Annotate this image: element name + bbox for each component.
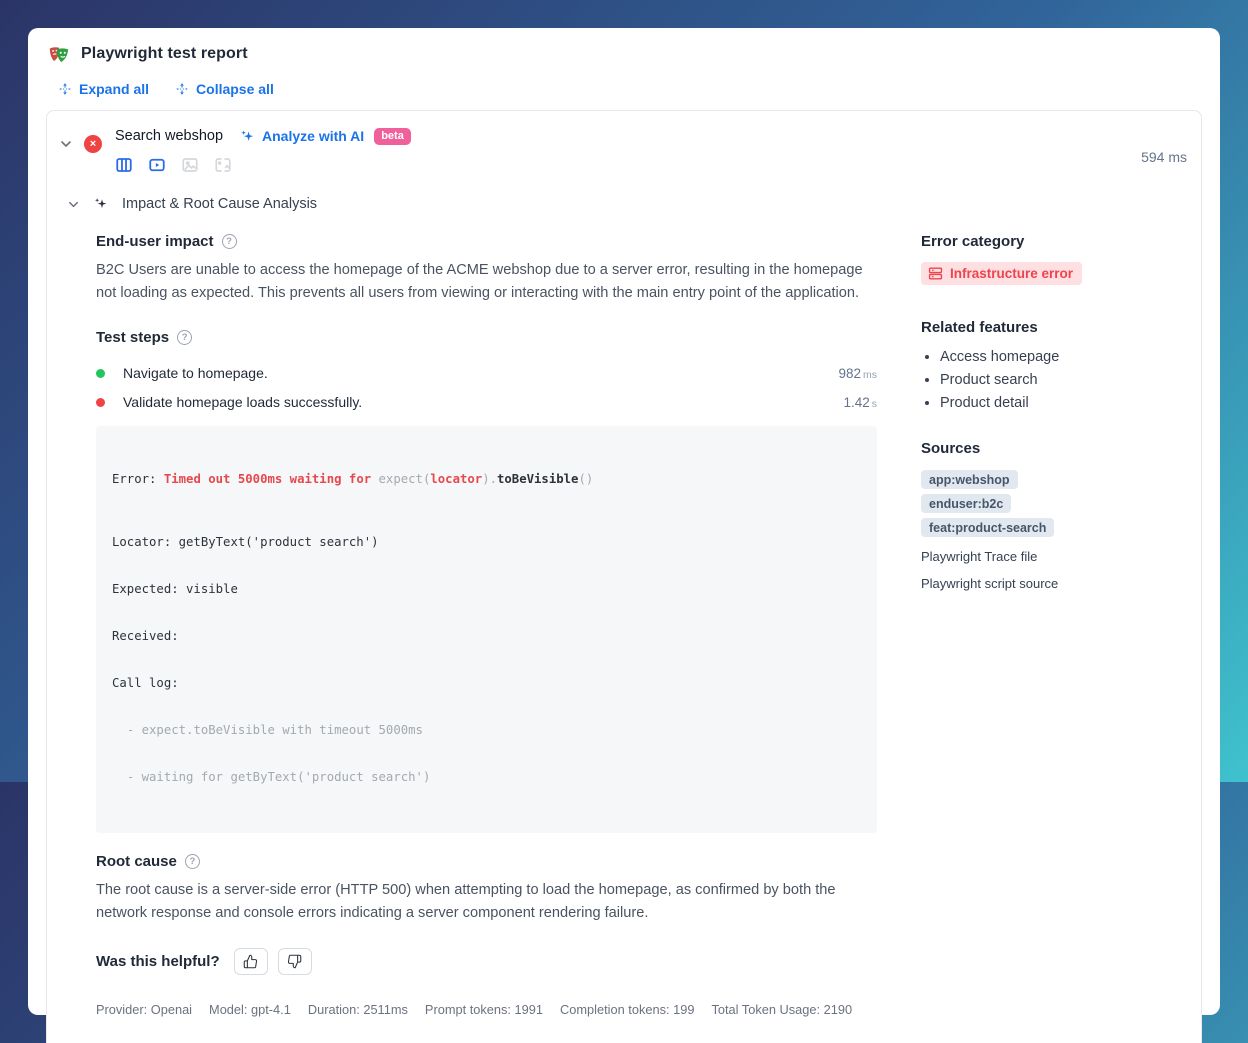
- meta-prompt-tokens: Prompt tokens: 1991: [424, 1002, 543, 1018]
- trace-file-link[interactable]: Playwright Trace file: [921, 549, 1038, 564]
- failed-x-glyph: ×: [89, 138, 97, 150]
- main-column: [96, 216, 877, 1043]
- meta-completion-tokens: Completion tokens: 199: [560, 1002, 695, 1018]
- toolbar: [28, 65, 1220, 110]
- error-log-line: - waiting for getByText('product search'): [112, 770, 431, 785]
- video-icon[interactable]: [148, 156, 166, 174]
- attachment-icons-row: [115, 154, 411, 176]
- playwright-logo-icon: [48, 43, 70, 65]
- help-glyph: ?: [181, 331, 188, 343]
- analysis-section-header[interactable]: [47, 180, 1201, 212]
- expand-all-label: Expand all: [79, 81, 150, 97]
- help-glyph: ?: [189, 855, 196, 867]
- source-tag: feat:product-search: [921, 518, 1054, 537]
- script-source-link[interactable]: Playwright script source: [921, 576, 1059, 591]
- root-cause-heading: Root cause: [96, 852, 177, 870]
- collapse-all-label: Collapse all: [196, 81, 274, 97]
- test-duration: 594 ms: [1141, 149, 1187, 165]
- step-duration-unit: s: [871, 397, 877, 410]
- error-log-line: Error: Timed out 5000ms waiting for expect(locator).toBeVisible(): [112, 472, 594, 487]
- sparkles-icon: [239, 128, 256, 145]
- meta-total-tokens: Total Token Usage: 2190: [711, 1002, 853, 1018]
- section-title: Impact & Root Cause Analysis: [122, 196, 318, 212]
- end-user-impact-heading: End-user impact: [96, 233, 214, 250]
- step-text: Navigate to homepage.: [123, 365, 268, 382]
- report-card: [28, 28, 1220, 1018]
- test-header: [47, 111, 1201, 180]
- analyze-with-ai-button[interactable]: [239, 128, 364, 145]
- step-text: Validate homepage loads successfully.: [123, 394, 363, 411]
- test-name: Search webshop: [115, 128, 224, 144]
- meta-duration: Duration: 2511ms: [307, 1002, 408, 1018]
- error-log-line: Locator: getByText('product search'): [112, 534, 379, 549]
- server-icon: [928, 266, 943, 281]
- help-icon[interactable]: [222, 234, 237, 249]
- screenshot-icon[interactable]: [181, 156, 199, 174]
- error-log-line: Received:: [112, 629, 179, 644]
- step-duration-value: 1.42: [843, 394, 870, 410]
- test-step-row: [96, 388, 877, 417]
- related-features-list: [940, 349, 1187, 411]
- step-passed-dot-icon: [96, 369, 105, 378]
- screenshot-diff-icon[interactable]: [214, 156, 232, 174]
- meta-provider: Provider: Openai: [96, 1002, 193, 1018]
- thumbs-up-button[interactable]: [234, 948, 268, 975]
- feedback-question: Was this helpful?: [96, 953, 220, 971]
- help-icon[interactable]: [185, 854, 200, 869]
- analysis-content: [47, 212, 1201, 1043]
- source-tag: enduser:b2c: [921, 494, 1011, 513]
- page-title: Playwright test report: [81, 45, 248, 62]
- thumbs-down-button[interactable]: [278, 948, 312, 975]
- source-tag: app:webshop: [921, 470, 1018, 489]
- feature-item: • Product search: [940, 372, 1187, 388]
- analysis-sidebar: [921, 216, 1187, 1043]
- test-failed-status-icon: [84, 135, 102, 153]
- collapse-all-button[interactable]: [175, 81, 274, 97]
- test-steps-list: [96, 359, 877, 417]
- help-icon[interactable]: [177, 330, 192, 345]
- section-sparkles-icon: [93, 196, 109, 212]
- report-header: [28, 28, 1220, 65]
- analyze-with-ai-label: Analyze with AI: [262, 128, 365, 144]
- error-log-line: Call log:: [112, 676, 179, 691]
- error-log-line: - expect.toBeVisible with timeout 5000ms: [112, 723, 423, 738]
- feature-item: • Product detail: [940, 395, 1187, 411]
- source-tags: [921, 470, 1187, 537]
- beta-badge: beta: [374, 128, 411, 145]
- related-features-heading: Related features: [921, 319, 1038, 336]
- step-duration-value: 982: [838, 365, 861, 381]
- step-failed-dot-icon: [96, 398, 105, 407]
- sources-heading: Sources: [921, 440, 981, 457]
- error-category-heading: Error category: [921, 233, 1025, 250]
- error-log-block: [96, 426, 877, 833]
- feature-item: • Access homepage: [940, 349, 1187, 365]
- meta-model: Model: gpt-4.1: [209, 1002, 291, 1018]
- collapse-all-icon: [175, 82, 189, 96]
- root-cause-text: The root cause is a server-side error (HTTP 500) when attempting to load the homepage, as confirmed by both the network response and console errors indicating a server component rendering failure.: [96, 881, 836, 921]
- help-glyph: ?: [226, 236, 232, 247]
- error-log-line: Expected: visible: [112, 582, 238, 596]
- llm-meta-row: [96, 1002, 877, 1043]
- error-category-label: Infrastructure error: [950, 266, 1074, 281]
- test-card: [46, 110, 1202, 1043]
- expand-all-icon: [58, 82, 72, 96]
- step-duration-unit: ms: [863, 368, 877, 381]
- thumbs-down-icon: [287, 954, 302, 969]
- trace-icon[interactable]: [115, 156, 133, 174]
- test-step-row: [96, 359, 877, 388]
- test-chevron-down-icon[interactable]: [58, 136, 74, 152]
- section-chevron-down-icon: [66, 197, 81, 212]
- thumbs-up-icon: [243, 954, 258, 969]
- error-category-badge: [921, 262, 1082, 285]
- feedback-row: [96, 948, 877, 975]
- expand-all-button[interactable]: [58, 81, 149, 97]
- end-user-impact-text: B2C Users are unable to access the homepage of the ACME webshop due to a server error, resulting in the homepage not loading as expected. This prevents all users from viewing or interacting with the main entry point of the application.: [96, 262, 863, 302]
- test-steps-heading: Test steps: [96, 328, 170, 346]
